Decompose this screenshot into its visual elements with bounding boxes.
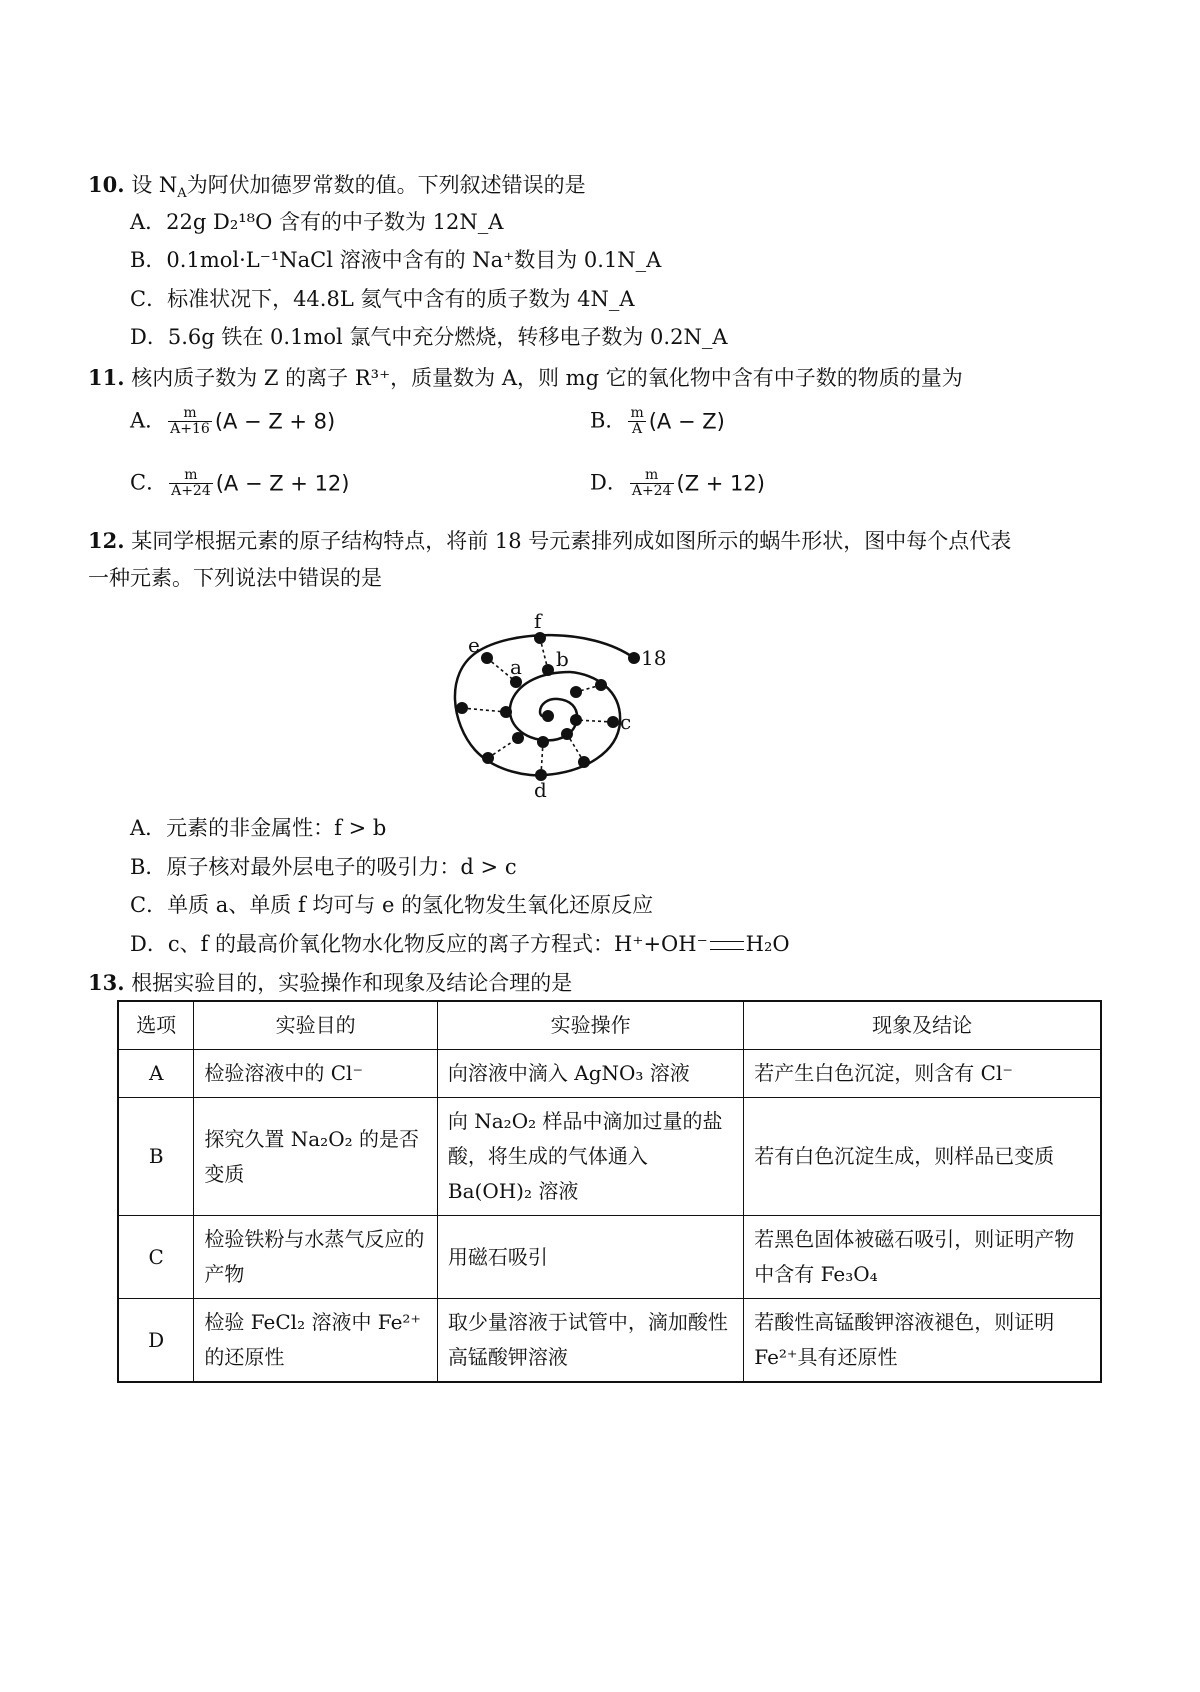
q12-stem — [88, 528, 1011, 554]
q11-a-expression: (A − Z + 8) — [214, 409, 336, 434]
dot-inner-left — [500, 706, 512, 718]
header-option: 选项 — [118, 1001, 194, 1050]
label-b: b — [556, 647, 569, 671]
q11-c-numerator: m — [169, 468, 213, 484]
table-row — [118, 1216, 1101, 1299]
dot-e — [481, 652, 493, 664]
q12-option-b: B．原子核对最外层电子的吸引力：d > c — [130, 855, 517, 879]
row-b-operation: 向 Na₂O₂ 样品中滴加过量的盐酸，将生成的气体通入 Ba(OH)₂ 溶液 — [437, 1098, 743, 1216]
equals-sign — [710, 941, 744, 950]
q12-option-c: C．单质 a、单质 f 均可与 e 的氢化物发生氧化还原反应 — [130, 893, 654, 917]
q10-number: 10. — [88, 172, 125, 197]
q12-option-a: A．元素的非金属性：f > b — [130, 816, 387, 840]
dot-outer-right — [595, 679, 607, 691]
q11-d-denominator: A+24 — [631, 483, 672, 500]
row-a-option: A — [118, 1050, 194, 1098]
q11-number: 11. — [88, 365, 125, 390]
q10-stem-sub: A — [177, 186, 187, 202]
label-18: 18 — [641, 646, 667, 670]
q11-b-expression: (A − Z) — [648, 409, 725, 434]
q10-stem-b: 为阿伏加德罗常数的值。下列叙述错误的是 — [186, 173, 586, 197]
q12-stem-line2: 一种元素。下列说法中错误的是 — [88, 566, 382, 590]
dot-inner-upper-right — [570, 686, 582, 698]
dot-outer-lower-left — [482, 752, 494, 764]
dot-b — [542, 664, 554, 676]
dot-c — [607, 716, 619, 728]
row-d-option: D — [118, 1299, 194, 1383]
q11-a-label: A． — [130, 408, 167, 433]
dot-f — [534, 632, 546, 644]
dot-inner-right — [570, 714, 582, 726]
q11-b-numerator: m — [630, 405, 644, 421]
q11-a-denominator: A+16 — [170, 421, 210, 438]
row-a-purpose: 检验溶液中的 Cl⁻ — [194, 1050, 438, 1098]
q10-option-c: C．标准状况下，44.8L 氦气中含有的质子数为 4N_A — [130, 287, 635, 311]
q13-stem-text: 根据实验目的，实验操作和现象及结论合理的是 — [131, 971, 573, 995]
row-b-option: B — [118, 1098, 194, 1216]
q11-c-fraction — [169, 468, 213, 500]
row-d-conclusion: 若酸性高锰酸钾溶液褪色，则证明 Fe²⁺具有还原性 — [744, 1299, 1101, 1383]
dot-inner-bottom — [537, 736, 549, 748]
dot-outer-lower-right — [578, 756, 590, 768]
q11-d-label: D． — [590, 470, 628, 495]
experiment-table — [117, 1000, 1102, 1383]
q11-a-fraction — [168, 406, 212, 438]
dot-outer-left — [456, 702, 468, 714]
table-header-row — [118, 1001, 1101, 1050]
q11-option-c — [130, 468, 350, 500]
row-c-operation: 用磁石吸引 — [437, 1216, 743, 1299]
q11-c-label: C． — [130, 470, 168, 495]
dot-inner-lower-right — [561, 728, 573, 740]
row-d-purpose: 检验 FeCl₂ 溶液中 Fe²⁺的还原性 — [194, 1299, 438, 1383]
q12-stem-line1: 某同学根据元素的原子结构特点，将前 18 号元素排列成如图所示的蜗牛形状，图中每个点代表 — [131, 529, 1012, 553]
q11-d-fraction — [630, 468, 674, 500]
dot-center — [542, 710, 554, 722]
q11-stem — [88, 365, 963, 391]
q11-b-fraction — [628, 406, 645, 438]
row-c-option: C — [118, 1216, 194, 1299]
q13-stem — [88, 970, 572, 996]
q11-a-numerator: m — [168, 406, 212, 422]
q11-stem-text: 核内质子数为 Z 的离子 R³⁺，质量数为 A，则 mg 它的氧化物中含有中子数的物质的量为 — [131, 366, 963, 390]
q10-stem-a: 设 N — [131, 173, 178, 197]
q12-number: 12. — [88, 528, 125, 553]
q11-b-denominator: A — [632, 421, 643, 438]
row-b-conclusion: 若有白色沉淀生成，则样品已变质 — [744, 1098, 1101, 1216]
element-dots — [456, 632, 640, 781]
table-row — [118, 1050, 1101, 1098]
header-operation: 实验操作 — [437, 1001, 743, 1050]
q11-b-label: B． — [590, 408, 627, 433]
q12-option-d — [130, 932, 790, 957]
row-b-purpose: 探究久置 Na₂O₂ 的是否变质 — [194, 1098, 438, 1216]
label-f: f — [534, 612, 542, 633]
label-e: e — [468, 633, 480, 657]
row-c-purpose: 检验铁粉与水蒸气反应的产物 — [194, 1216, 438, 1299]
header-conclusion: 现象及结论 — [744, 1001, 1101, 1050]
row-d-operation: 取少量溶液于试管中，滴加酸性高锰酸钾溶液 — [437, 1299, 743, 1383]
q10-option-b: B．0.1mol·L⁻¹NaCl 溶液中含有的 Na⁺数目为 0.1N_A — [130, 248, 662, 272]
label-d: d — [534, 778, 547, 802]
q11-c-expression: (A − Z + 12) — [215, 471, 350, 496]
q11-d-numerator: m — [630, 468, 674, 484]
q10-stem — [88, 172, 586, 202]
q12-d-product: H₂O — [745, 932, 790, 956]
dot-inner-lower-left — [512, 732, 524, 744]
q12-d-text: D．c、f 的最高价氧化物水化物反应的离子方程式：H⁺+OH⁻ — [130, 932, 708, 956]
q11-d-expression: (Z + 12) — [676, 471, 765, 496]
q11-option-a — [130, 406, 335, 438]
snail-diagram — [430, 612, 690, 802]
header-purpose: 实验目的 — [194, 1001, 438, 1050]
q11-option-d — [590, 468, 765, 500]
q13-number: 13. — [88, 970, 125, 995]
row-a-operation: 向溶液中滴入 AgNO₃ 溶液 — [437, 1050, 743, 1098]
row-c-conclusion: 若黑色固体被磁石吸引，则证明产物中含有 Fe₃O₄ — [744, 1216, 1101, 1299]
label-c: c — [620, 710, 632, 734]
label-a: a — [510, 655, 522, 679]
q10-option-a: A．22g D₂¹⁸O 含有的中子数为 12N_A — [130, 210, 504, 234]
table-row — [118, 1299, 1101, 1383]
q11-option-b — [590, 406, 725, 438]
table-row — [118, 1098, 1101, 1216]
row-a-conclusion: 若产生白色沉淀，则含有 Cl⁻ — [744, 1050, 1101, 1098]
dot-18 — [628, 652, 640, 664]
q10-option-d: D．5.6g 铁在 0.1mol 氯气中充分燃烧，转移电子数为 0.2N_A — [130, 325, 728, 349]
q11-c-denominator: A+24 — [171, 483, 211, 500]
